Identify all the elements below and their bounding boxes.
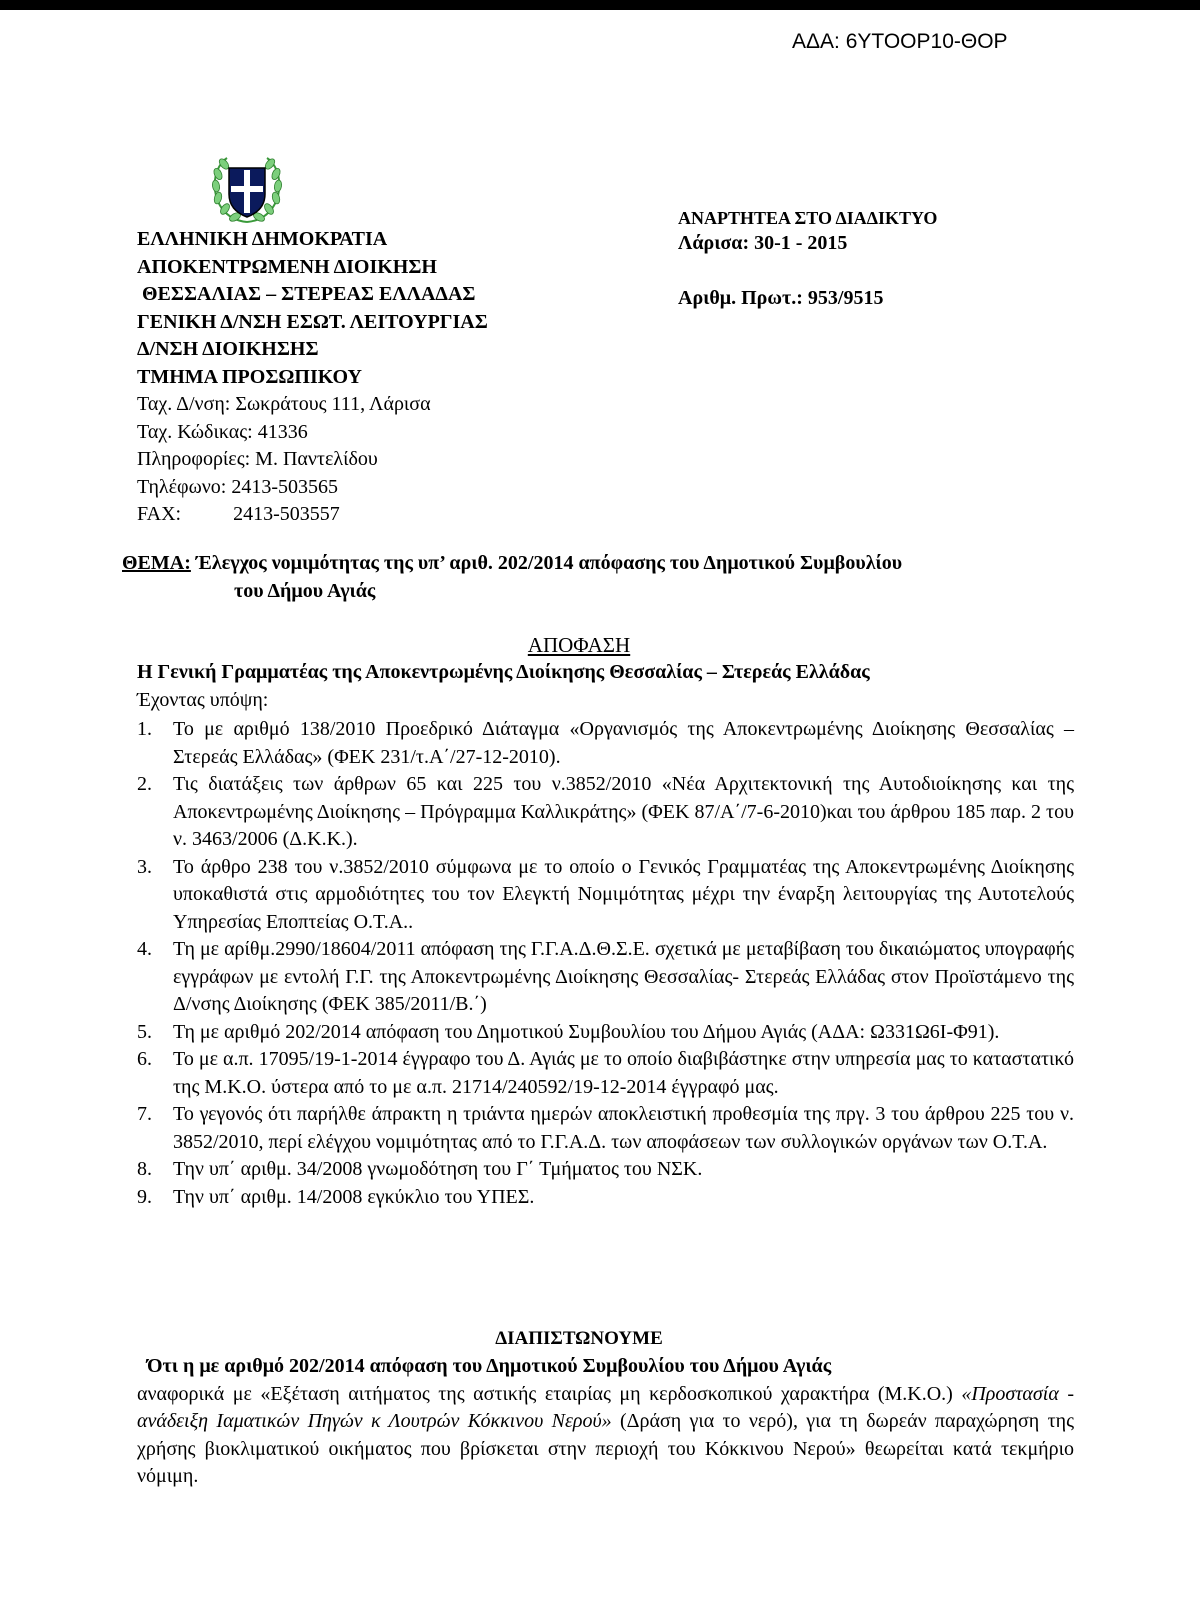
document-date: Λάρισα: 30-1 - 2015 bbox=[678, 232, 848, 254]
item-text: Την υπ΄ αριθμ. 14/2008 εγκύκλιο του ΥΠΕΣ. bbox=[173, 1185, 535, 1208]
item-number: 7. bbox=[137, 1103, 152, 1125]
subject-text: Έλεγχος νομιμότητας της υπ’ αριθ. 202/2014 απόφασης του Δημοτικού Συμβουλίου bbox=[190, 552, 903, 574]
list-item bbox=[137, 1046, 1074, 1101]
postcode: Ταχ. Κώδικας: 41336 bbox=[137, 420, 308, 443]
considering-intro: Έχοντας υπόψη: bbox=[137, 689, 269, 711]
fax-label: FAX: bbox=[137, 503, 182, 525]
conclusion-lead: Ότι η με αριθμό 202/2014 απόφαση του Δημοτικού Συμβουλίου του Δήμου Αγιάς bbox=[137, 1355, 832, 1377]
address: Ταχ. Δ/νση: Σωκράτους 111, Λάρισα bbox=[137, 393, 431, 415]
item-text: Το γεγονός ότι παρήλθε άπρακτη η τριάντα ημερών αποκλειστική προθεσμία της πργ. 3 του άρθρου 225 του ν. 3852/2010, περί ελέγχου νομιμότητας από το Γ.Γ.Α.Δ. των αποφάσεων των συλλογικών οργάνων των Ο.Τ.Α. bbox=[173, 1103, 1074, 1153]
considerations-list bbox=[137, 716, 1074, 1211]
item-number: 5. bbox=[137, 1020, 152, 1043]
section-title: ΔΙΑΠΙΣΤΩΝΟΥΜΕ bbox=[495, 1328, 663, 1349]
header-line: ΤΜΗΜΑ ΠΡΟΣΩΠΙΚΟΥ bbox=[137, 365, 362, 388]
conclusion-text: αναφορικά με «Εξέταση αιτήματος της αστικής εταιρίας μη κερδοσκοπικού χαρακτήρα (Μ.Κ.Ο.) bbox=[137, 1382, 962, 1405]
header-line: Δ/ΝΣΗ ΔΙΟΙΚΗΣΗΣ bbox=[137, 338, 319, 360]
item-number: 8. bbox=[137, 1158, 152, 1180]
fax-number: 2413-503557 bbox=[233, 503, 340, 525]
subject bbox=[122, 549, 1082, 605]
decision-title: ΑΠΟΦΑΣΗ bbox=[527, 633, 631, 657]
item-number: 4. bbox=[137, 938, 152, 960]
item-text: Την υπ΄ αριθμ. 34/2008 γνωμοδότηση του Γ΄ Τμήματος του ΝΣΚ. bbox=[173, 1158, 703, 1180]
item-number: 1. bbox=[137, 718, 152, 740]
header-line: ΓΕΝΙΚΗ Δ/ΝΣΗ ΕΣΩΤ. ΛΕΙΤΟΥΡΓΙΑΣ bbox=[137, 310, 488, 333]
contact-person: Πληροφορίες: Μ. Παντελίδου bbox=[137, 448, 378, 470]
item-text: Τις διατάξεις των άρθρων 65 και 225 του ν.3852/2010 «Νέα Αρχιτεκτονική της Αυτοδιοίκησης και της Αποκεντρωμένης Διοίκησης – Πρόγραμμα Καλλικράτης» (ΦΕΚ 87/Α΄/7-6-2010)και του άρθρου 185 παρ. 2 του ν. 3463/2006 (Δ.Κ.Κ.). bbox=[173, 773, 1074, 850]
header-line: ΕΛΛΗΝΙΚΗ ΔΗΜΟΚΡΑΤΙΑ bbox=[137, 228, 388, 250]
list-item bbox=[137, 716, 1074, 771]
list-item bbox=[137, 771, 1074, 854]
item-text: Το με α.π. 17095/19-1-2014 έγγραφο του Δ. Αγιάς με το οποίο διαβιβάστηκε στην υπηρεσία μας το καταστατικό της Μ.Κ.Ο. ύστερα από το με α.π. 21714/240592/19-12-2014 έγγραφό μας. bbox=[173, 1048, 1074, 1098]
list-item bbox=[137, 936, 1074, 1019]
phone: Τηλέφωνο: 2413-503565 bbox=[137, 475, 338, 498]
item-text: Τη με αρίθμ.2990/18604/2011 απόφαση της Γ.Γ.Α.Δ.Θ.Σ.Ε. σχετικά με μεταβίβαση του δικαιώματος υπογραφής εγγράφων με εντολή Γ.Γ. της Αποκεντρωμένης Διοίκησης Θεσσαλίας- Στερεάς Ελλάδας στον Προϊστάμενο της Δ/νσης Διοίκησης (ΦΕΚ 385/2011/Β.΄) bbox=[173, 938, 1074, 1015]
list-item bbox=[137, 1184, 1074, 1212]
item-text: Το με αριθμό 138/2010 Προεδρικό Διάταγμα «Οργανισμός της Αποκεντρωμένης Διοίκησης Θεσσαλίας – Στερεάς Ελλάδας» (ΦΕΚ 231/τ.Α΄/27-12-2010). bbox=[173, 718, 1074, 768]
item-number: 2. bbox=[137, 773, 152, 795]
header-line: ΑΠΟΚΕΝΤΡΩΜΕΝΗ ΔΙΟΙΚΗΣΗ bbox=[137, 255, 437, 278]
list-item bbox=[137, 1156, 1074, 1184]
conclusion-text-end: (Δράση για το νερό), για τη δωρεάν παραχώρηση της χρήσης βιοκλιματικού οικήματος που βρίσκεται στην περιοχή του Κόκκινου Νερού» θεωρείται κατά τεκμήριο νόμιμη. bbox=[137, 1410, 1074, 1488]
item-text: Τη με αριθμό 202/2014 απόφαση του Δημοτικού Συμβουλίου του Δήμου Αγιάς (ΑΔΑ: Ω331Ω6Ι-Φ91). bbox=[173, 1020, 1000, 1043]
subject-label: ΘΕΜΑ: bbox=[122, 552, 191, 574]
fax bbox=[137, 501, 488, 529]
list-item bbox=[137, 1019, 1074, 1047]
ngo-name: «Προστασία - ανάδειξη Ιαματικών Πηγών κ Λουτρών Κόκκινου Νερού» bbox=[137, 1382, 1074, 1433]
item-number: 9. bbox=[137, 1185, 152, 1208]
subject-text-continued: του Δήμου Αγιάς bbox=[234, 580, 376, 602]
list-item bbox=[137, 854, 1074, 937]
item-number: 6. bbox=[137, 1048, 152, 1070]
post-online-notice: ΑΝΑΡΤΗΤΕΑ ΣΤΟ ΔΙΑΔΙΚΤΥΟ bbox=[678, 208, 938, 228]
issuer-line: Η Γενική Γραμματέας της Αποκεντρωμένης Διοίκησης Θεσσαλίας – Στερεάς Ελλάδας bbox=[137, 661, 870, 683]
greek-coat-of-arms-icon bbox=[207, 150, 287, 230]
conclusion-paragraph bbox=[137, 1353, 1074, 1491]
top-border bbox=[0, 0, 1200, 10]
list-item bbox=[137, 1101, 1074, 1156]
ada-code: ΑΔΑ: 6ΥΤΟΟΡ10-ΘΟΡ bbox=[792, 30, 1008, 53]
item-number: 3. bbox=[137, 855, 152, 878]
issuer-header bbox=[137, 226, 488, 529]
protocol-number: Αριθμ. Πρωτ.: 953/9515 bbox=[678, 287, 884, 309]
item-text: Το άρθρο 238 του ν.3852/2010 σύμφωνα με το οποίο ο Γενικός Γραμματέας της Αποκεντρωμένης Διοίκησης υποκαθιστά στις αρμοδιότητες του τον Ελεγκτή Νομιμότητας μέχρι την έναρξη λειτουργίας της Αυτοτελούς Υπηρεσίας Εποπτείας Ο.Τ.Α.. bbox=[173, 855, 1074, 933]
header-line: ΘΕΣΣΑΛΙΑΣ – ΣΤΕΡΕΑΣ ΕΛΛΑΔΑΣ bbox=[142, 283, 476, 305]
document-meta bbox=[678, 206, 937, 312]
